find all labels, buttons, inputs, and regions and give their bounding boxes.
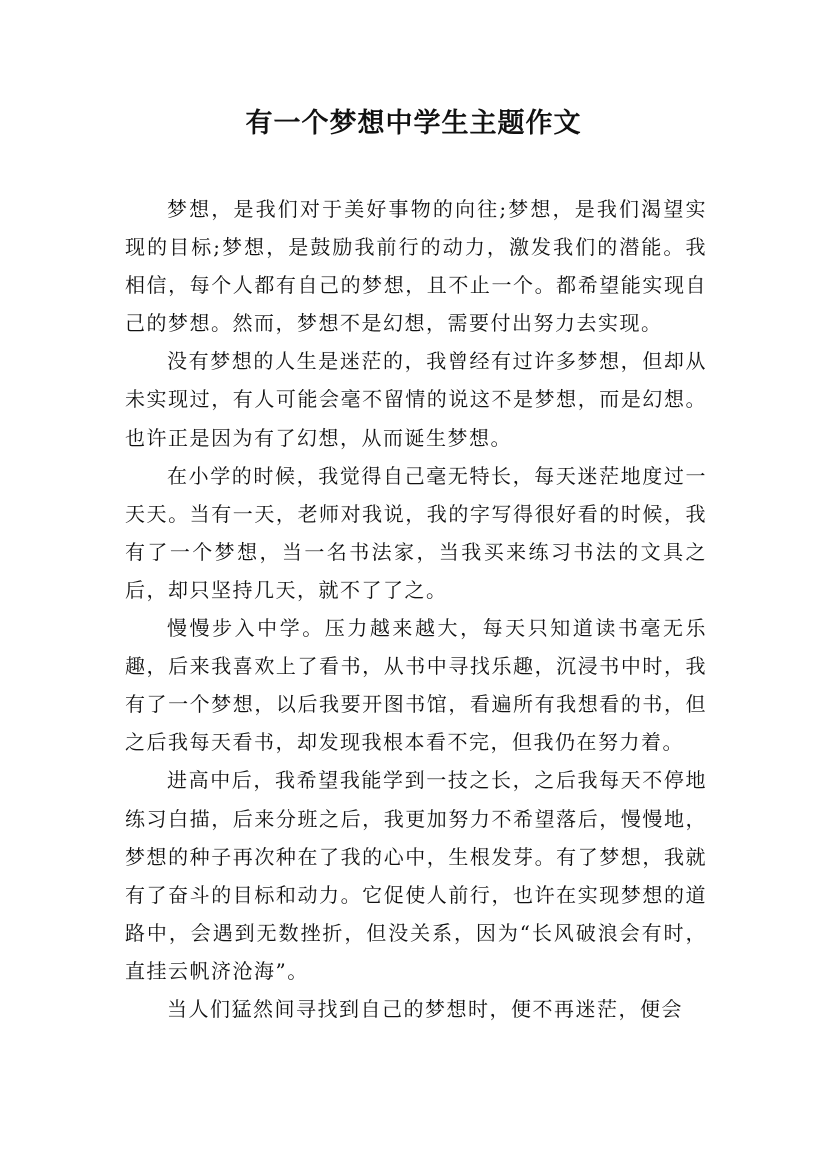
paragraph: 梦想，是我们对于美好事物的向往;梦想，是我们渴望实现的目标;梦想，是鼓励我前行的动力，激发我们的潜能。我相信，每个人都有自己的梦想，且不止一个。都希望能实现自己的梦想。然而，梦想不是幻想，需要付出努力去实现。 <box>125 197 707 336</box>
document-body <box>125 190 707 1028</box>
paragraph: 进高中后，我希望我能学到一技之长，之后我每天不停地练习白描，后来分班之后，我更加努力不希望落后，慢慢地，梦想的种子再次种在了我的心中，生根发芽。有了梦想，我就有了奋斗的目标和动力。它促使人前行，也许在实现梦想的道路中，会遇到无数挫折，但没关系，因为“长风破浪会有时，直挂云帆济沧海”。 <box>125 768 707 983</box>
paragraph: 当人们猛然间寻找到自己的梦想时，便不再迷茫，便会 <box>167 996 683 1021</box>
paragraph: 慢慢步入中学。压力越来越大，每天只知道读书毫无乐趣，后来我喜欢上了看书，从书中寻找乐趣，沉浸书中时，我有了一个梦想，以后我要开图书馆，看遍所有我想看的书，但之后我每天看书，却发现我根本看不完，但我仍在努力着。 <box>125 616 707 755</box>
paragraph: 没有梦想的人生是迷茫的，我曾经有过许多梦想，但却从未实现过，有人可能会毫不留情的说这不是梦想，而是幻想。也许正是因为有了幻想，从而诞生梦想。 <box>125 349 707 450</box>
paragraph: 在小学的时候，我觉得自己毫无特长，每天迷茫地度过一天天。当有一天，老师对我说，我的字写得很好看的时候，我有了一个梦想，当一名书法家，当我买来练习书法的文具之后，却只坚持几天，就不了了之。 <box>125 463 707 602</box>
document-title: 有一个梦想中学生主题作文 <box>245 108 582 139</box>
